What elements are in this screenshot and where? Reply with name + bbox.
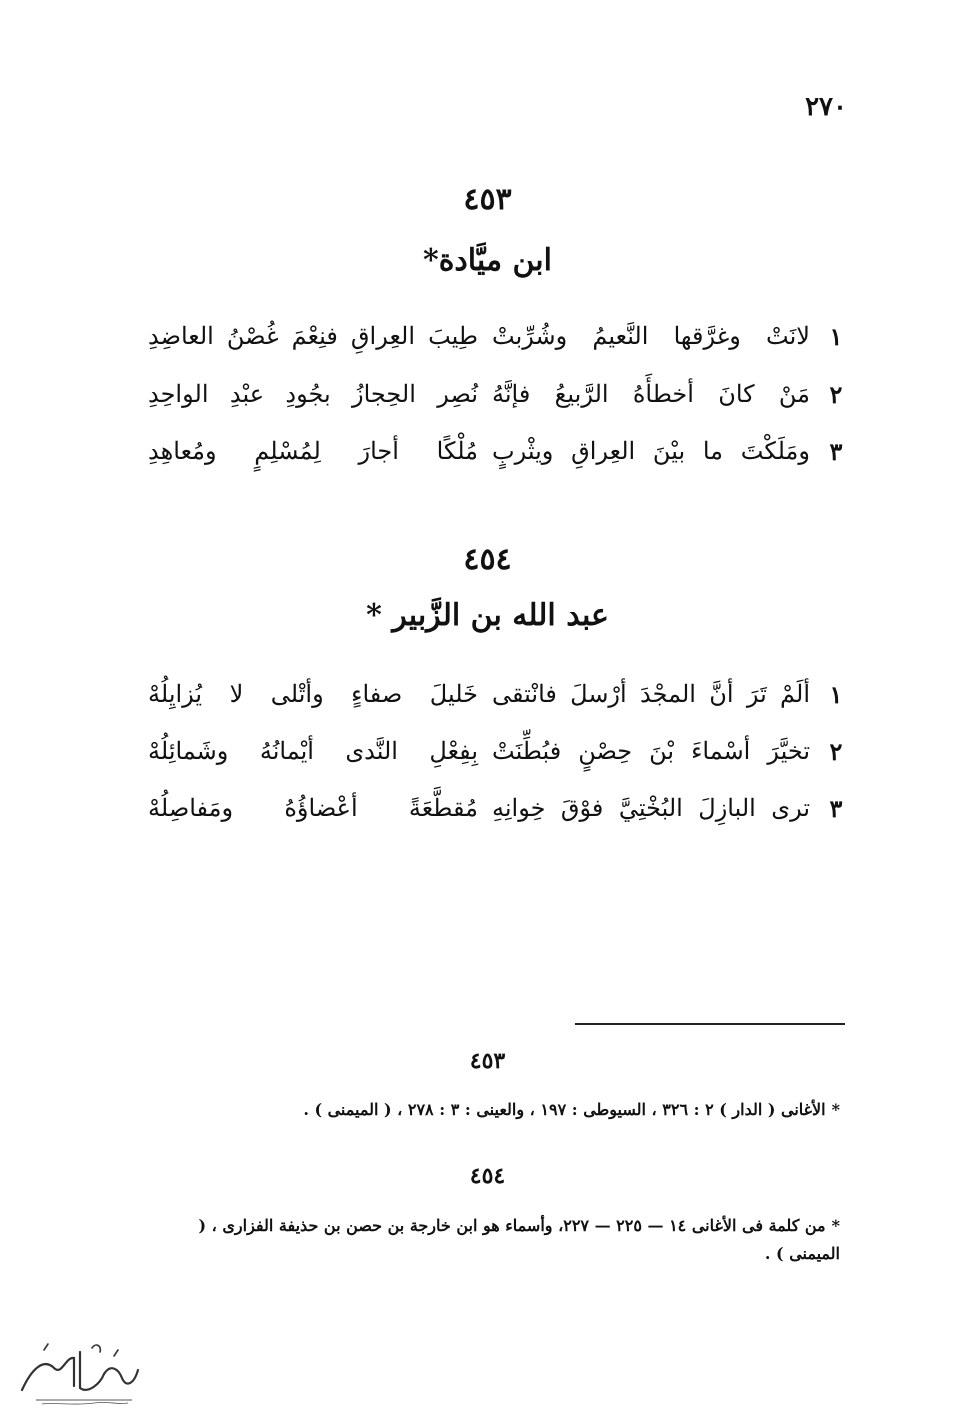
verse-number: ٢	[829, 380, 843, 409]
verse-first-hemistich: ألَمْ تَرَ أنَّ المجْدَ أرْسلَ فانْتقى	[492, 680, 810, 708]
watermark-logo	[14, 1338, 144, 1408]
verse-first-hemistich: مَنْ كانَ أخطأَهُ الرَّبيعُ فإنَّهُ	[492, 380, 810, 408]
section-number-453: ٤٥٣	[463, 182, 512, 217]
verse-453-2	[148, 380, 848, 426]
footnote-text: الأغانى ( الدار ) ٢ : ٣٢٦ ، السيوطى : ١٩٧ ، والعينى : ٣ : ٢٧٨ ، ( الميمنى ) .	[303, 1100, 826, 1119]
footnote-number-453: ٤٥٣	[469, 1048, 506, 1074]
verse-454-3	[148, 794, 848, 840]
footnote-star: *	[831, 1216, 840, 1235]
verse-454-1	[148, 680, 848, 726]
footnote-divider	[575, 1023, 845, 1025]
footnote-text: من كلمة فى الأغانى ١٤ — ٢٢٥ — ٢٢٧، وأسماء هو ابن خارجة بن حصن بن حذيفة الفزارى ، ( الميمنى ) .	[198, 1216, 840, 1263]
verse-454-2	[148, 737, 848, 783]
verse-first-hemistich: ومَلَكْتَ ما بيْنَ العِراقِ ويثْربٍ	[492, 437, 810, 465]
verse-first-hemistich: لانَتْ وغرَّقها النَّعيمُ وشُرِّبتْ	[492, 322, 810, 350]
verse-second-hemistich: نُصِر الحِجازُ بجُودِ عبْدِ الواحِدِ	[148, 380, 478, 408]
verse-second-hemistich: بِفِعْلِ النَّدى أيْمانُهُ وشَمائِلُهْ	[148, 737, 478, 765]
footnote-454	[150, 1212, 840, 1268]
footnote-453	[150, 1096, 840, 1124]
verse-second-hemistich: مُلْكًا أجارَ لِمُسْلِمٍ ومُعاهِدِ	[148, 437, 478, 465]
verse-first-hemistich: ترى البازِلَ البُخْتِيَّ فوْقَ خِوانِهِ	[492, 794, 810, 822]
page-number: ٢٧٠	[805, 92, 847, 122]
verse-number: ٣	[829, 437, 843, 466]
poet-name-ibn-mayyada: ابن ميَّادة*	[423, 243, 552, 278]
section-number-454: ٤٥٤	[463, 542, 512, 577]
verse-number: ٢	[829, 737, 843, 766]
verse-453-1	[148, 322, 848, 368]
verse-number: ١	[829, 680, 843, 709]
footnote-star: *	[831, 1100, 840, 1119]
poet-name-abdullah-ibn-al-zabir: عبد الله بن الزَّبير *	[366, 598, 609, 633]
verse-number: ١	[829, 322, 843, 351]
verse-second-hemistich: مُقطَّعَةً أعْضاؤُهُ ومَفاصِلُهْ	[148, 794, 478, 822]
verse-453-3	[148, 437, 848, 483]
verse-first-hemistich: تخيَّرَ أسْماءَ بْنَ حِصْنٍ فبُطِّنَتْ	[492, 737, 810, 765]
footnote-number-454: ٤٥٤	[469, 1163, 506, 1189]
verse-second-hemistich: طِيبَ العِراقِ فنِعْمَ غُصْنُ العاضِدِ	[148, 322, 478, 350]
verse-number: ٣	[829, 794, 843, 823]
verse-second-hemistich: خَليلَ صفاءٍ وأتْلى لا يُزايِلُهْ	[148, 680, 478, 708]
